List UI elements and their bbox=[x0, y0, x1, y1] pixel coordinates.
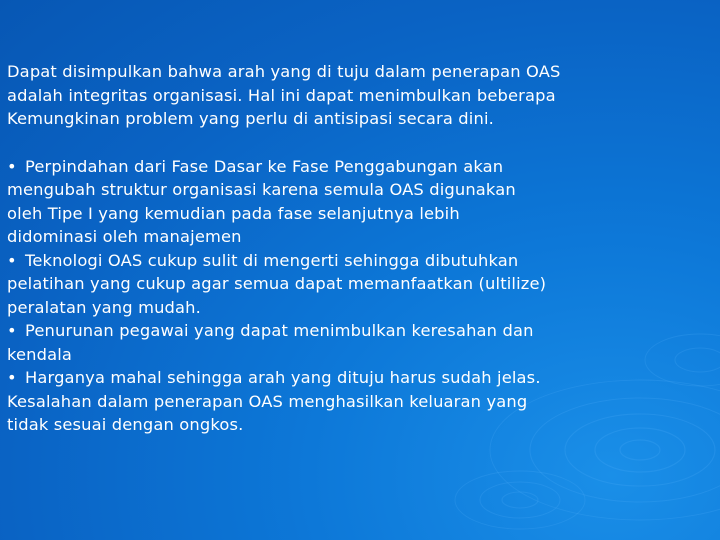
bullet-item bbox=[7, 319, 713, 366]
bullet-icon: • bbox=[7, 368, 17, 387]
intro-paragraph bbox=[7, 60, 713, 131]
bullet-line: Perpindahan dari Fase Dasar ke Fase Penggabungan akan bbox=[25, 156, 504, 176]
bullet-text bbox=[7, 156, 713, 249]
slide-content bbox=[7, 60, 713, 437]
bullet-item bbox=[7, 155, 713, 249]
bullet-line: kendala bbox=[7, 344, 73, 364]
intro-line: Kemungkinan problem yang perlu di antisipasi secara dini. bbox=[7, 109, 494, 128]
bullet-text bbox=[7, 368, 713, 437]
bullet-icon: • bbox=[7, 156, 17, 176]
bullet-line: oleh Tipe I yang kemudian pada fase selanjutnya lebih bbox=[7, 203, 460, 223]
bullet-text bbox=[7, 250, 713, 320]
bullet-item bbox=[7, 366, 713, 437]
bullet-line: tidak sesuai dengan ongkos. bbox=[7, 415, 244, 434]
bullet-text bbox=[7, 321, 713, 366]
bullet-line: Penurunan pegawai yang dapat menimbulkan keresahan dan bbox=[25, 321, 534, 340]
bullet-icon: • bbox=[7, 250, 17, 270]
bullet-line: peralatan yang mudah. bbox=[7, 297, 201, 317]
bullet-line: Harganya mahal sehingga arah yang dituju harus sudah jelas. bbox=[25, 368, 541, 387]
bullet-line: mengubah struktur organisasi karena semula OAS digunakan bbox=[7, 180, 516, 199]
bullet-list bbox=[7, 155, 713, 437]
intro-line: adalah integritas organisasi. Hal ini dapat menimbulkan beberapa bbox=[7, 85, 556, 105]
bullet-line: Teknologi OAS cukup sulit di mengerti sehingga dibutuhkan bbox=[25, 250, 519, 270]
bullet-line: didominasi oleh manajemen bbox=[7, 227, 242, 246]
bullet-line: pelatihan yang cukup agar semua dapat memanfaatkan (ultilize) bbox=[7, 274, 547, 293]
bullet-icon: • bbox=[7, 321, 17, 340]
intro-line: Dapat disimpulkan bahwa arah yang di tuju dalam penerapan OAS bbox=[7, 62, 561, 81]
bullet-item bbox=[7, 249, 713, 320]
bullet-line: Kesalahan dalam penerapan OAS menghasilkan keluaran yang bbox=[7, 391, 528, 411]
